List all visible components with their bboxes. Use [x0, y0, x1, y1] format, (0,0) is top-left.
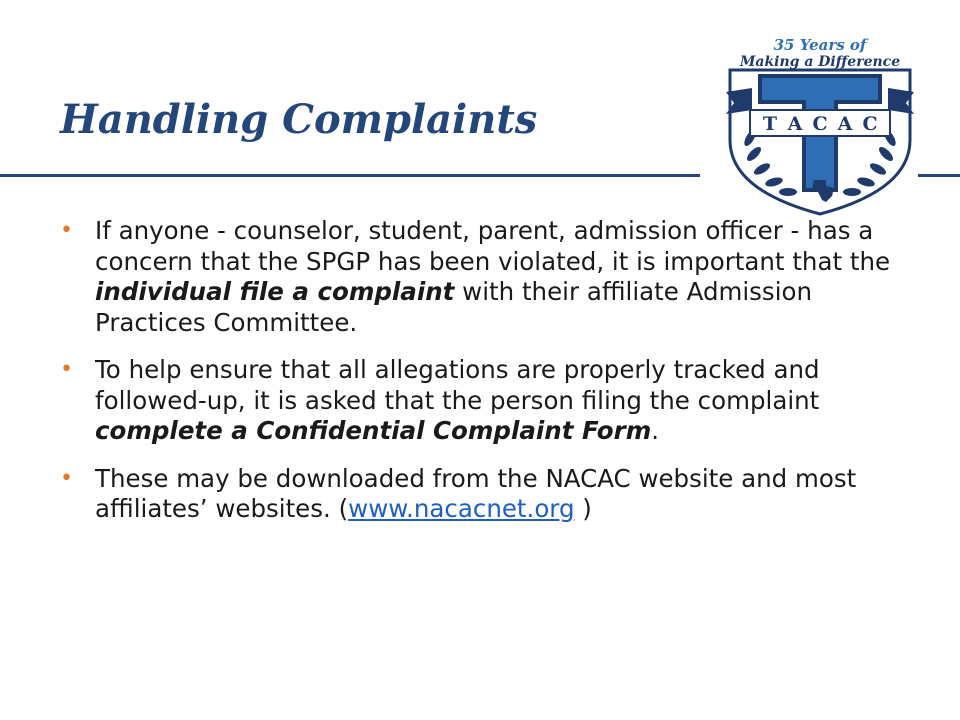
nacac-website-link[interactable]: www.nacacnet.org	[348, 494, 575, 523]
bullet-marker-icon: •	[60, 357, 73, 382]
logo-line1: 35 Years of	[773, 36, 867, 54]
bullet-text: with their affiliate Admission Practices Committee.	[95, 277, 813, 337]
slide-title: Handling Complaints	[60, 96, 538, 143]
bullet-text: .	[651, 416, 660, 445]
bullet-marker-icon: •	[60, 465, 73, 491]
bullet-marker-icon: •	[60, 218, 73, 243]
bullet-item	[58, 216, 908, 338]
logo-letter: T	[762, 113, 778, 135]
bullet-list	[58, 216, 908, 542]
bullet-text: To help ensure that all allegations are properly tracked and followed-up, it is asked that the person filing the complaint	[95, 355, 820, 415]
logo-letter: A	[837, 113, 853, 135]
bullet-item	[58, 464, 908, 525]
logo-letter: C	[862, 113, 878, 135]
title-underline-left	[0, 174, 700, 177]
bullet-text: These may be downloaded from the NACAC website and most affiliates’ websites. (	[95, 463, 857, 523]
bullet-text: If anyone - counselor, student, parent, admission officer - has a concern that the SPGP has been violated, it is important that the	[95, 216, 891, 276]
logo-letter: A	[787, 113, 803, 135]
bullet-text: )	[574, 494, 592, 523]
bullet-emphasis: complete a Confidential Complaint Form	[95, 416, 652, 445]
bullet-emphasis: individual file a complaint	[95, 277, 455, 306]
tacac-logo	[722, 30, 918, 216]
bullet-item	[58, 355, 908, 447]
logo-line2: Making a Difference	[739, 54, 901, 70]
title-underline-right	[918, 174, 960, 177]
logo-letter: C	[812, 113, 828, 135]
tacac-35-years-emblem	[722, 30, 918, 216]
